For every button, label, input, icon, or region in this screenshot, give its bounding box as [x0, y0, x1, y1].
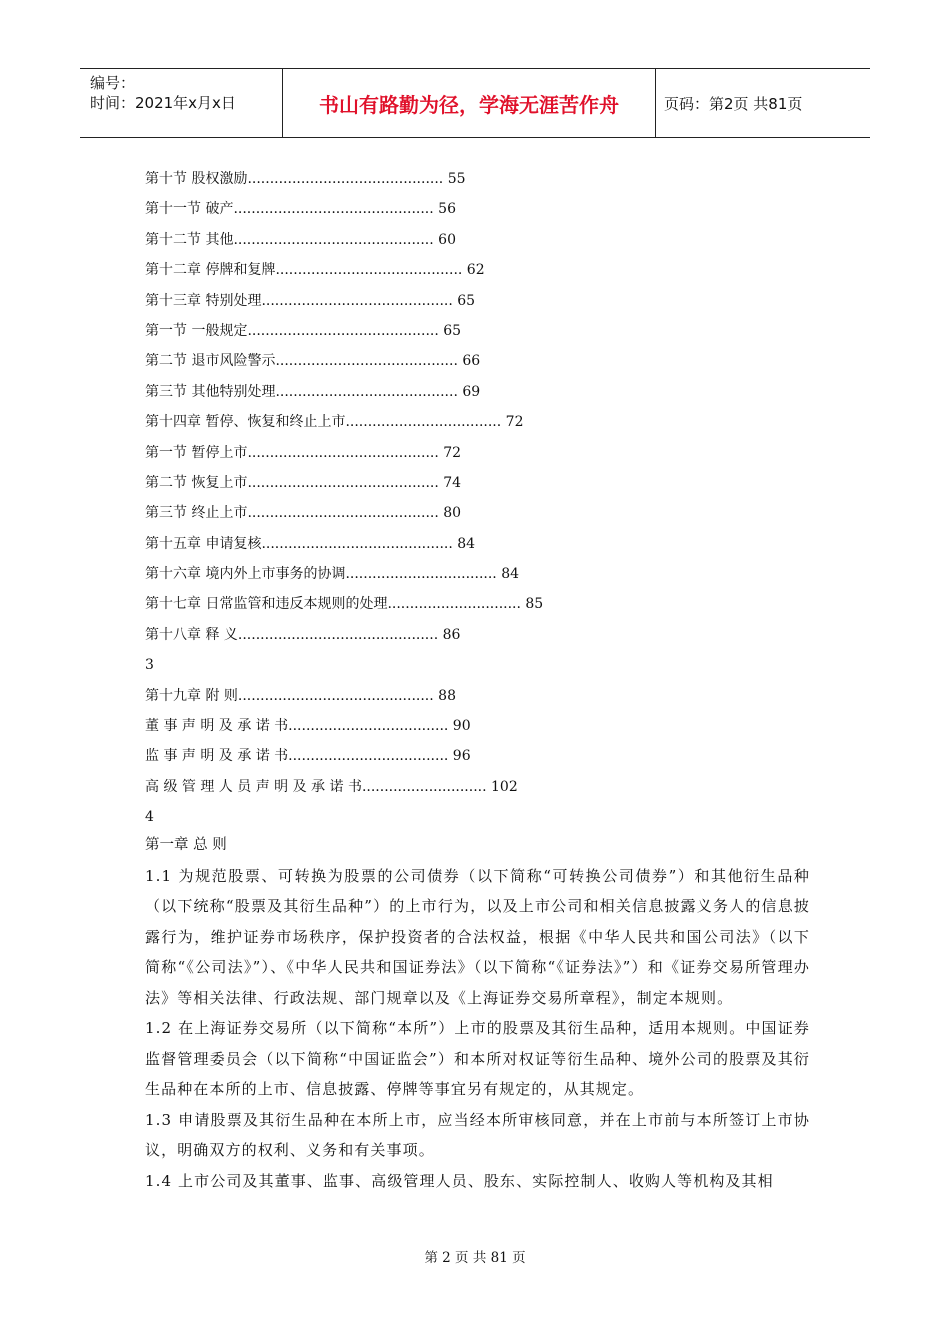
- page-footer: 第 2 页 共 81 页: [424, 1250, 526, 1266]
- toc-entry: 第十六章 境内外上市事务的协调.................................. 84: [145, 566, 520, 583]
- toc-entry: 第十节 股权激励............................................ 55: [145, 171, 466, 187]
- body-paragraph: 1.2 在上海证券交易所（以下简称“本所”）上市的股票及其衍生品种，适用本规则。中国证券监督管理委员会（以下简称“中国证监会”）和本所对权证等衍生品种、境外公司的股票及其衍生品种在本所的上市、信息披露、停牌等事宜另有规定的，从其规定。: [145, 1019, 810, 1098]
- body-paragraph: 1.1 为规范股票、可转换为股票的公司债券（以下简称“可转换公司债券”）和其他衍生品种（以下统称“股票及其衍生品种”）的上市行为，以及上市公司和相关信息披露义务人的信息披露行为，维护证券市场秩序，保护投资者的合法权益，根据《中华人民共和国公司法》（以下简称“《公司法》”）、《中华人民共和国证券法》（以下简称“《证券法》”）和《证券交易所管理办法》等相关法律、行政法规、部门规章以及《上海证券交易所章程》，制定本规则。: [145, 866, 810, 1007]
- table-of-contents: [145, 164, 785, 833]
- header-meta: [80, 69, 282, 137]
- toc-entry: 第十七章 日常监管和违反本规则的处理.............................. 85: [145, 596, 544, 613]
- toc-entry: 第十二章 停牌和复牌.......................................... 62: [145, 262, 485, 279]
- toc-entry: 第十一节 破产............................................. 56: [145, 201, 456, 218]
- header-page-info: 页码：第2页 共81页: [664, 94, 803, 113]
- page-marker: 4: [145, 809, 154, 826]
- toc-entry: 第十三章 特别处理........................................... 65: [145, 292, 476, 309]
- toc-entry: 第十九章 附 则............................................ 88: [145, 687, 456, 704]
- toc-entry: 第一节 暂停上市........................................... 72: [145, 444, 462, 461]
- page-marker: 3: [145, 657, 154, 674]
- toc-entry: 第十四章 暂停、恢复和终止上市................................... 72: [145, 414, 524, 431]
- toc-entry: 第三节 终止上市........................................... 80: [145, 505, 462, 522]
- document-body: [145, 830, 810, 1196]
- toc-entry: 第一节 一般规定........................................... 65: [145, 322, 462, 339]
- page-header: [80, 68, 870, 138]
- chapter-title: 第一章 总 则: [145, 837, 227, 853]
- toc-entry: 监 事 声 明 及 承 诺 书.................................... 96: [145, 748, 471, 765]
- body-paragraph: 1.3 申请股票及其衍生品种在本所上市，应当经本所审核同意，并在上市前与本所签订上市协议，明确双方的权利、义务和有关事项。: [145, 1110, 810, 1159]
- toc-entry: 第二节 恢复上市........................................... 74: [145, 474, 462, 491]
- toc-entry: 董 事 声 明 及 承 诺 书.................................... 90: [145, 718, 471, 735]
- toc-entry: 第十二节 其他............................................. 60: [145, 231, 456, 248]
- document-time-label: 时间：2021年x月x日: [90, 94, 236, 112]
- toc-entry: 第十五章 申请复核........................................... 84: [145, 535, 476, 552]
- body-paragraph: 1.4 上市公司及其董事、监事、高级管理人员、股东、实际控制人、收购人等机构及其相: [145, 1171, 774, 1190]
- header-motto: 书山有路勤为径，学海无涯苦作舟: [282, 69, 656, 137]
- document-number-label: 编号：: [90, 74, 136, 92]
- toc-entry: 第二节 退市风险警示......................................... 66: [145, 353, 481, 370]
- toc-entry: 高 级 管 理 人 员 声 明 及 承 诺 书............................ 102: [145, 778, 518, 795]
- toc-entry: 第十八章 释 义............................................. 86: [145, 626, 461, 643]
- toc-entry: 第三节 其他特别处理......................................... 69: [145, 383, 481, 400]
